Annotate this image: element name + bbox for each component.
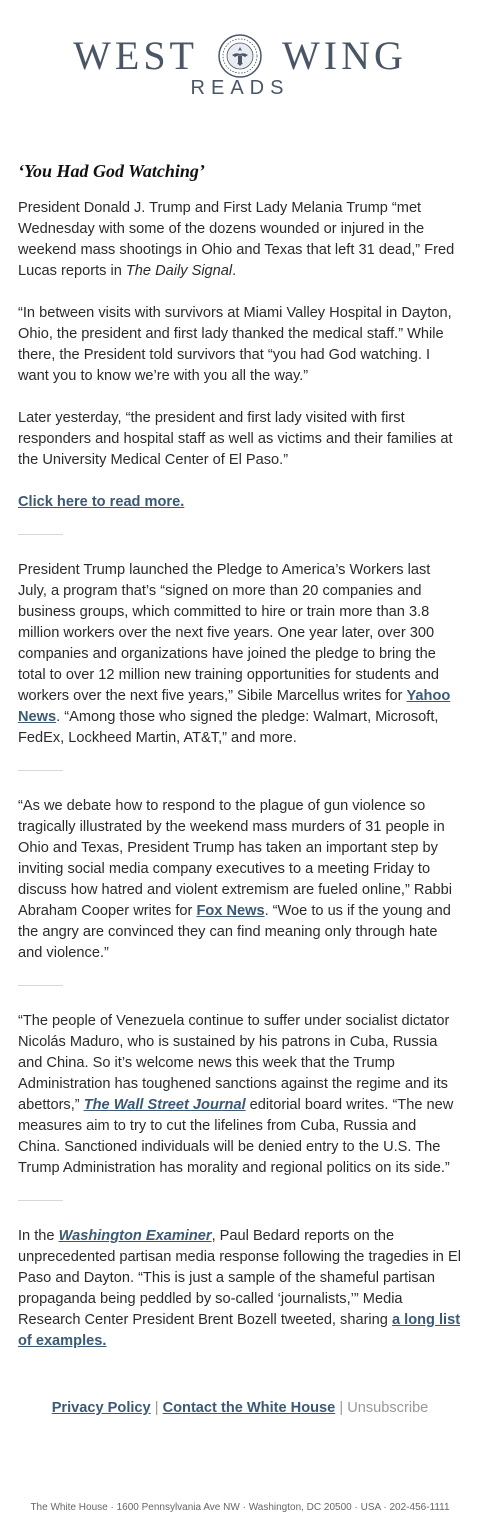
newsletter-content (0, 160, 480, 1352)
source-name: The Daily Signal (125, 263, 233, 279)
logo-left-text: WEST (73, 32, 198, 78)
news-item-media (18, 1226, 462, 1352)
logo-right-text: WING (282, 32, 407, 78)
news-item-venezuela (18, 1011, 462, 1179)
washington-examiner-link[interactable]: Washington Examiner (58, 1228, 212, 1244)
separator: | (335, 1400, 348, 1416)
yahoo-news-link[interactable]: Yahoo News (18, 688, 451, 725)
divider (18, 770, 63, 771)
presidential-seal-icon (218, 34, 262, 78)
footer-links (0, 1400, 480, 1416)
divider (18, 534, 63, 535)
article-paragraph-1 (18, 198, 462, 282)
news-item-gun-violence (18, 796, 462, 964)
wall-street-journal-link[interactable]: The Wall Street Journal (83, 1097, 246, 1113)
header (0, 0, 480, 125)
unsubscribe-link[interactable]: Unsubscribe (347, 1400, 429, 1416)
article-paragraph-2: “In between visits with survivors at Miami Valley Hospital in Dayton, Ohio, the president and first lady thanked the medical staff.” While there, the President told survivors that “you had God watching. I want you to know we’re with you all the way.” (18, 305, 452, 384)
logo[interactable] (0, 30, 480, 78)
paragraph-text: “The people of Venezuela continue to suffer under socialist dictator Nicolás Maduro, who is sustained by his patrons in Cuba, Russia and China. So it’s welcome news this week that the Trump Administration has toughened sanctions against the regime and its abettors,” (18, 1013, 450, 1113)
read-more-link[interactable]: Click here to read more. (18, 494, 185, 510)
paragraph-text: . “Woe to us if the young and the angry are convinced they can find meaning only through hate and violence.” (18, 903, 451, 961)
paragraph-text: editorial board writes. “The new measures aim to try to cut the lifelines from Cuba, Russia and China. Sanctioned individuals will be denied entry to the U.S. The Trump Administration has morality and regional politics on its side.” (18, 1097, 454, 1176)
paragraph-text: In the (18, 1228, 59, 1244)
article-title: ‘You Had God Watching’ (18, 161, 205, 181)
article-paragraph-3: Later yesterday, “the president and first lady visited with first responders and hospital staff as well as victims and their families at the University Medical Center of El Paso.” (18, 410, 453, 468)
divider (18, 1200, 63, 1201)
contact-link[interactable]: Contact the White House (162, 1400, 336, 1416)
news-item-pledge (18, 560, 462, 749)
read-more-paragraph (18, 492, 462, 513)
fox-news-link[interactable]: Fox News (196, 903, 265, 919)
separator: | (150, 1400, 163, 1416)
paragraph-text: President Trump launched the Pledge to America’s Workers last July, a program that’s “signed on more than 20 companies and business groups, which committed to hire or train more than 3.8 million workers over the next five years. One year later, over 300 companies and organizations have joined the pledge to bring the total to over 12 million new training opportunities for students and workers over the next five years,” Sibile Marcellus writes for (18, 562, 440, 704)
paragraph-text: , Paul Bedard reports on the unprecedented partisan media response following the tragedies in El Paso and Dayton. “This is just a sample of the shameful partisan propaganda being peddled by so-called ‘journalists,’” Media Research Center President Brent Bozell tweeted, sharing (18, 1228, 461, 1328)
paragraph-text: President Donald J. Trump and First Lady Melania Trump “met Wednesday with some of the dozens wounded or injured in the weekend mass shootings in Ohio and Texas that left 31 dead,” Fred Lucas reports in (18, 200, 455, 279)
examples-link[interactable]: a long list of examples. (18, 1312, 461, 1349)
paragraph-text: “As we debate how to respond to the plague of gun violence so tragically illustrated by the weekend mass murders of 31 people in Ohio and Texas, President Trump has taken an important step by inviting social media company executives to a meeting Friday to discuss how hatred and violent extremism are fueled online,” Rabbi Abraham Cooper writes for (18, 798, 452, 919)
paragraph-text: . “Among those who signed the pledge: Walmart, Microsoft, FedEx, Lockheed Martin, AT&T,” and more. (18, 709, 439, 746)
logo-subtitle: READS (190, 77, 290, 99)
divider (18, 985, 63, 986)
footer-address: The White House · 1600 Pennsylvania Ave NW · Washington, DC 20500 · USA · 202-456-1111 (30, 1502, 450, 1513)
paragraph-text: . (232, 263, 237, 279)
privacy-policy-link[interactable]: Privacy Policy (51, 1400, 151, 1416)
